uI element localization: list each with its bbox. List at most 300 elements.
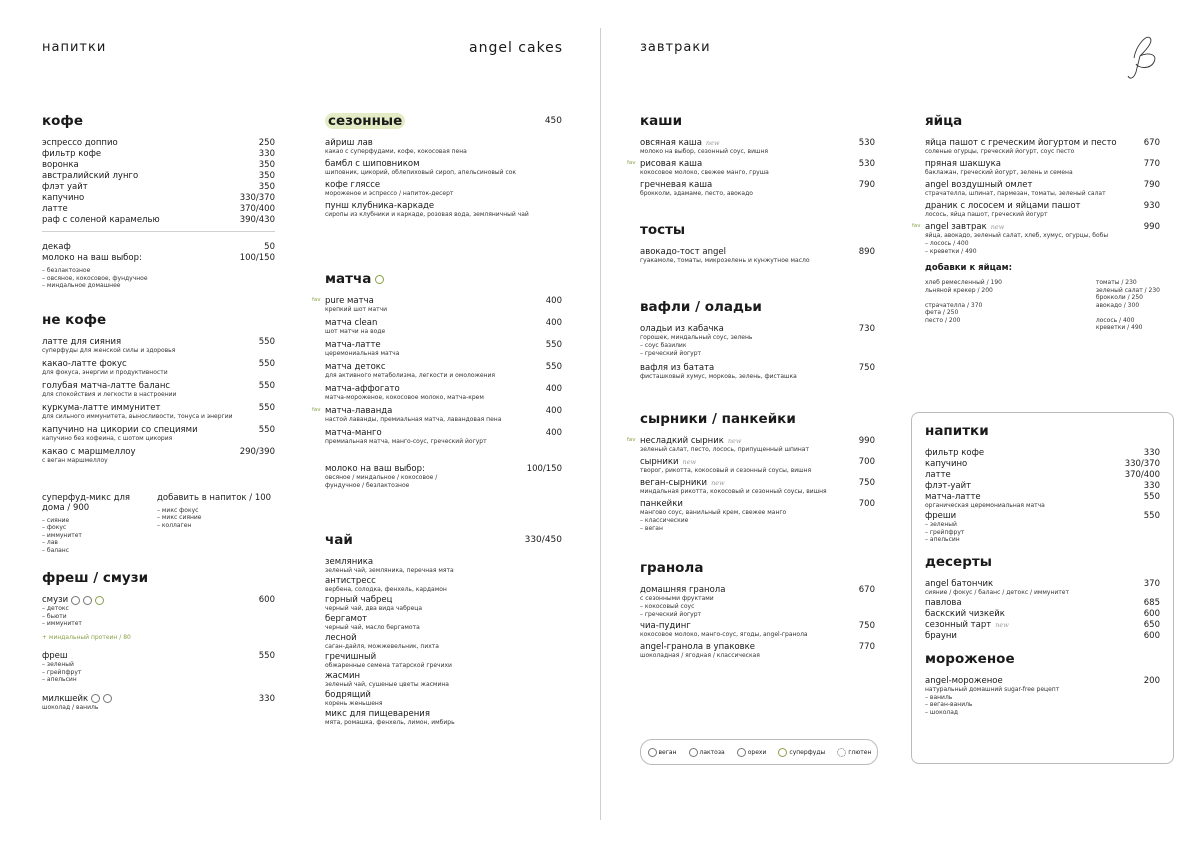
item-name: фреш [42,651,68,661]
item-row [925,676,1160,686]
option-line: лосось / 400 [1095,316,1135,324]
item-price: 550 [258,651,275,661]
item-desc: зеленый салат, песто, лосось, припущенный шпинат [640,446,809,453]
item-name: брауни [925,630,957,641]
item-name-wrap [640,478,725,488]
item-name: латте для сияния [42,336,122,347]
menu-item [42,447,275,465]
item-name-wrap [325,340,381,350]
item-desc: корень женьшеня [325,700,383,707]
item-name-wrap [925,620,1009,630]
option-line: – микс сияние [157,514,202,521]
item-name-wrap [640,457,696,467]
menu-item [325,138,562,156]
new-badge: new [711,479,725,487]
menu-item [925,159,1160,177]
fresh-options [42,661,275,684]
item-name-wrap [325,362,386,372]
item-name: фреши [925,511,957,521]
item-desc: церемониальная матча [325,350,400,357]
menu-item [912,222,1160,255]
item-row [325,318,562,328]
section-title [925,554,1160,570]
item-name: лесной [325,633,357,643]
menu-item [42,138,275,148]
item-desc: для активного метаболизма, легкости и омоложения [325,372,496,379]
tea-title: чай [325,532,353,548]
item-row [925,631,1160,641]
item-price: 200 [1143,675,1160,686]
egg-addons-title: добавки к яйцам: [925,263,1012,273]
item-name: бергамот [325,614,368,624]
item-name: матча clean [325,318,378,328]
item-name: матча-манго [325,428,382,438]
section-title [925,113,1160,129]
item-name-wrap [925,180,1032,190]
item-name-wrap [925,481,971,491]
item-price: 290/390 [239,446,275,457]
page-title-drinks: напитки [42,40,107,55]
box-drinks-list [925,448,1160,544]
item-desc: баклажан, греческий йогурт, зелень и семена [925,169,1073,176]
item-name-wrap [325,384,400,394]
item-desc: вербена, солодка, фенхель, кардамон [325,586,447,593]
item-row [925,511,1160,521]
item-price: 750 [858,621,875,631]
item-price: 890 [858,247,875,257]
granola-title: гранола [640,560,704,576]
egg-addons [925,279,1160,332]
menu-item-fresh [42,651,275,684]
option-line: – миндальное домашнее [42,282,121,289]
item-option: – соус базилик [640,342,687,349]
menu-item [42,204,275,214]
item-option: – зеленый [925,521,957,528]
item-name: вафля из батата [640,363,715,373]
menu-item [42,359,275,377]
item-price: 600 [1143,630,1160,641]
item-price: 685 [1143,597,1160,608]
item-row [640,324,875,334]
menu-item [325,652,562,670]
menu-item [925,180,1160,198]
item-row [640,457,875,467]
item-row [42,359,275,369]
item-row [42,149,275,159]
item-name-wrap [325,138,373,148]
item-price: 350 [258,171,275,181]
item-row [925,222,1160,232]
item-name: драник с лососем и яйцами пашот [925,201,1081,211]
item-price: 670 [1143,138,1160,148]
item-price: 370/400 [239,204,275,214]
vegan-icon [648,748,657,757]
menu-item [925,620,1160,630]
item-name: гречневая каша [640,180,713,190]
item-name-wrap [325,709,430,719]
menu-item [925,511,1160,544]
desserts-title: десерты [925,553,992,570]
item-name-wrap [925,598,962,608]
item-row [42,403,275,413]
item-name-wrap [42,381,170,391]
new-badge: new [727,437,742,445]
item-row [325,201,562,211]
item-row [925,598,1160,608]
item-name: флэт-уайт [925,481,972,491]
menu-item [925,470,1160,480]
item-name: кофе гляссе [325,180,381,190]
option-line: – овсяное, кокосовое, фундучное [42,274,148,282]
box-drinks-title: напитки [925,423,989,439]
menu-item [325,614,562,632]
protein-addon: + миндальный протеин / 80 [42,633,131,641]
menu-item [640,478,875,496]
item-name: angel воздушный омлет [925,180,1033,190]
not-coffee-list [42,337,275,465]
eggs-list [912,138,1160,255]
section-title [640,299,875,315]
item-desc: молоко на выбор, сезонный соус, вишня [640,148,769,155]
coffee-extra [42,242,275,263]
item-price: 990 [1143,222,1160,232]
item-name-wrap [640,642,755,652]
item-name-wrap [925,511,956,521]
item-row [325,340,562,350]
item-name-wrap [325,296,374,306]
item-price: 700 [858,457,875,467]
item-option: – веган-ваниль [925,701,973,708]
menu-item [925,609,1160,619]
item-row [325,709,562,719]
superfood-icon [778,748,787,757]
item-desc: шот матчи на воде [325,328,386,335]
item-name: пряная шакшука [925,159,1001,169]
item-name: молоко на ваш выбор: [42,253,142,263]
menu-item [325,671,562,689]
menu-item [640,499,875,532]
item-price: 550 [545,340,562,350]
item-desc: фисташковый хумус, морковь, зелень, фисташка [640,373,797,380]
option-line: авокадо / 300 [1095,301,1140,309]
brand-title: angel cakes [469,40,564,56]
item-desc: органическая церемониальная матча [925,502,1045,509]
item-price: 550 [258,402,275,413]
item-price: 330 [258,149,275,159]
item-row [325,557,562,567]
item-price: 350 [258,160,275,170]
porridge-list [627,138,875,198]
menu-item [325,318,562,336]
menu-item [640,324,875,357]
desserts-list [925,579,1160,641]
item-price: 530 [858,159,875,169]
item-row [925,138,1160,148]
item-name-wrap [925,676,1003,686]
item-name: бодрящий [325,690,371,700]
item-desc: натуральный домашний sugar-free рецепт [925,685,1060,693]
item-name-wrap [42,337,121,347]
menu-item [42,425,275,443]
item-option: – греческий йогурт [640,610,702,618]
item-price: 330 [258,693,275,704]
item-price: 600 [258,595,275,605]
item-name-wrap [640,180,712,190]
section-title [640,411,875,427]
section-title [640,113,875,129]
item-option: – кокосовый соус [640,603,695,610]
item-desc: саган-дайля, можжевельник, пихта [325,643,439,650]
seasonal-title: сезонные [325,113,405,129]
menu-item [42,253,275,263]
item-name: angel завтрак [925,222,987,232]
item-price: 330 [1143,448,1160,458]
item-desc: творог, рикотта, кокосовый и сезонный соусы, вишня [640,467,812,474]
option-line: – детокс [42,605,69,612]
item-row [42,204,275,214]
matcha-title: матча [325,271,372,287]
item-desc: мангово соус, ванильный крем, свежее манго [640,509,787,516]
item-name: бамбл с шиповником [325,159,420,169]
item-name: матча-лаванда [325,406,393,416]
option-line: – лав [42,539,58,546]
item-name-wrap [42,242,71,252]
item-name: какао с маршмеллоу [42,446,136,457]
item-desc: шоколадная / ягодная / классическая [640,652,760,659]
item-row [640,436,875,446]
toasts-title: тосты [640,222,686,238]
item-price: 550 [258,358,275,369]
menu-item [325,362,562,380]
option-line: – иммунитет [42,531,82,539]
menu-item [925,138,1160,156]
item-price: 750 [858,478,875,488]
menu-item [325,201,562,219]
item-name-wrap [925,222,1004,232]
item-desc: кокосовое молоко, свежее манго, груша [640,169,769,176]
option-line [1096,309,1160,317]
item-name-wrap [42,149,101,159]
seasonal-price: 450 [544,116,562,126]
item-row [925,492,1160,502]
item-name: angel-мороженое [925,675,1003,686]
section-title [42,113,275,129]
item-name: голубая матча-латте баланс [42,380,171,391]
item-name: земляника [325,557,374,567]
item-name-wrap [325,428,382,438]
menu-item [640,621,875,639]
item-name-wrap [325,318,377,328]
item-desc: горошек, миндальный соус, зелень [640,334,753,341]
section-title [925,423,1160,439]
item-name: воронка [42,160,79,170]
item-price: 770 [858,642,875,652]
item-name: какао-латте фокус [42,358,127,369]
superfood-block [42,493,275,555]
menu-item [640,247,875,265]
item-name: капучино [925,459,968,469]
coffee-list [42,138,275,225]
item-name-wrap [640,436,741,446]
item-price: 350 [258,182,275,192]
menu-item [325,709,562,727]
fav-badge: fav [312,297,321,303]
item-price: 250 [258,138,275,148]
item-name: матча-латте [325,340,381,350]
page-divider [600,28,601,820]
item-name: антистресс [325,576,376,586]
item-row [42,425,275,435]
item-desc: зеленый чай, земляника, перечная мята [325,567,454,574]
item-desc: крепкий шот матчи [325,306,388,313]
new-badge: new [990,223,1005,231]
option-line: фета / 250 [925,309,959,316]
item-name: оладьи из кабачка [640,324,724,334]
item-name: сезонный тарт [925,619,992,630]
item-row [640,363,875,373]
superfood-icon [95,596,104,605]
item-name-wrap [42,359,127,369]
item-price: 330/370 [239,193,275,203]
item-desc: зеленый чай, сушеные цветы жасмина [325,681,449,688]
matcha-list [312,296,562,446]
item-price: 790 [858,180,875,190]
menu-item [640,138,875,156]
menu-item [627,436,875,454]
option-line: – баланс [42,546,70,554]
add-to-drink-title: добавить в напиток / 100 [157,492,272,503]
menu-item [640,363,875,381]
item-name: матча-аффогато [325,384,400,394]
item-name-wrap [42,425,198,435]
item-name: горный чабрец [325,595,393,605]
menu-item [42,182,275,192]
option-line: – иммунитет [42,620,82,627]
item-name: angel батончик [925,578,994,589]
item-name: веган-сырники [640,478,708,488]
item-name-wrap [925,631,957,641]
superfood-options [42,517,152,555]
item-name-wrap [640,324,724,334]
item-name: несладкий сырник [640,436,724,446]
granola-list [640,585,875,660]
item-name: баскский чизкейк [925,608,1005,619]
item-row [640,138,875,148]
item-name-wrap [325,159,420,169]
legend-superfood: суперфуды [789,748,826,756]
item-name: раф с соленой карамелью [42,215,160,225]
item-price: 650 [1143,619,1160,630]
item-row [640,499,875,509]
menu-item [42,171,275,181]
item-row [925,620,1160,630]
option-line: томаты / 230 [1095,279,1137,286]
tea-list [325,557,562,727]
syrniki-title: сырники / панкейки [640,411,796,427]
item-desc: черный чай, два вида чабреца [325,605,423,612]
item-name: капучино [42,193,85,203]
item-name-wrap [925,201,1081,211]
item-row [42,242,275,252]
item-name: жасмин [325,671,361,681]
item-row [42,447,275,457]
item-name-wrap [325,406,392,416]
item-row [925,201,1160,211]
add-to-drink-options [157,507,275,530]
item-name: смузи [42,595,69,605]
item-desc: лосось, яйца пашот, греческий йогурт [925,211,1048,218]
item-desc: с веган маршмеллоу [42,456,108,464]
item-row [42,171,275,181]
item-name-wrap [640,159,702,169]
item-row [640,180,875,190]
new-badge: new [995,620,1009,629]
option-line: – зеленый [42,661,74,668]
item-row [42,138,275,148]
item-name-wrap [42,403,160,413]
coffee-title: кофе [42,113,83,129]
item-name: капучино на цикории со специями [42,424,198,435]
column-drinks-1 [42,113,275,714]
column-breakfast-1 [627,113,875,663]
item-name: эспрессо доппио [42,138,118,148]
item-row [325,614,562,624]
item-row [325,406,562,416]
item-row [325,652,562,662]
item-price: 550 [258,424,275,435]
item-name-wrap [42,447,136,457]
item-name: овсяная каша [640,138,702,148]
milk-options [42,267,275,290]
item-name-wrap [640,585,725,595]
item-name-wrap [325,201,434,211]
item-name-wrap [325,595,392,605]
section-title [42,312,275,328]
menu-item [640,585,875,618]
option-line: льняной крекер / 200 [925,286,993,294]
item-desc: яйца, авокадо, зеленый салат, хлеб, хумус, огурцы, бобы [925,232,1109,239]
item-desc: шиповник, цикорий, облепиховый сироп, апельсиновый сок [325,169,517,176]
option-line: креветки / 490 [1095,324,1143,331]
item-name-wrap [325,180,380,190]
item-price: 930 [1143,201,1160,211]
item-row [325,159,562,169]
icecream-list [925,676,1160,717]
item-name: латте [42,204,68,214]
item-name-wrap [325,652,376,662]
item-price: 370/400 [1124,470,1160,480]
item-row [325,296,562,306]
item-name-wrap [925,459,967,469]
menu-item [925,459,1160,469]
new-badge: new [682,458,697,466]
item-price: 790 [1143,180,1160,190]
item-desc: капучино без кофеина, с шотом цикория [42,434,173,442]
smoothie-options [42,605,275,628]
gluten-icon [837,748,846,757]
item-option: – ваниль [925,693,953,701]
item-row [42,381,275,391]
item-row [42,182,275,192]
item-desc: соленые огурцы, греческий йогурт, соус песто [925,148,1075,155]
item-name: айриш лав [325,138,373,148]
vegan-icon [71,596,80,605]
menu-item [325,428,562,446]
option-line: – грейпфрут [42,668,82,676]
item-name: матча-латте [925,492,981,502]
item-name: яйца пашот с греческим йогуртом и песто [925,138,1117,148]
item-name-wrap [325,576,376,586]
